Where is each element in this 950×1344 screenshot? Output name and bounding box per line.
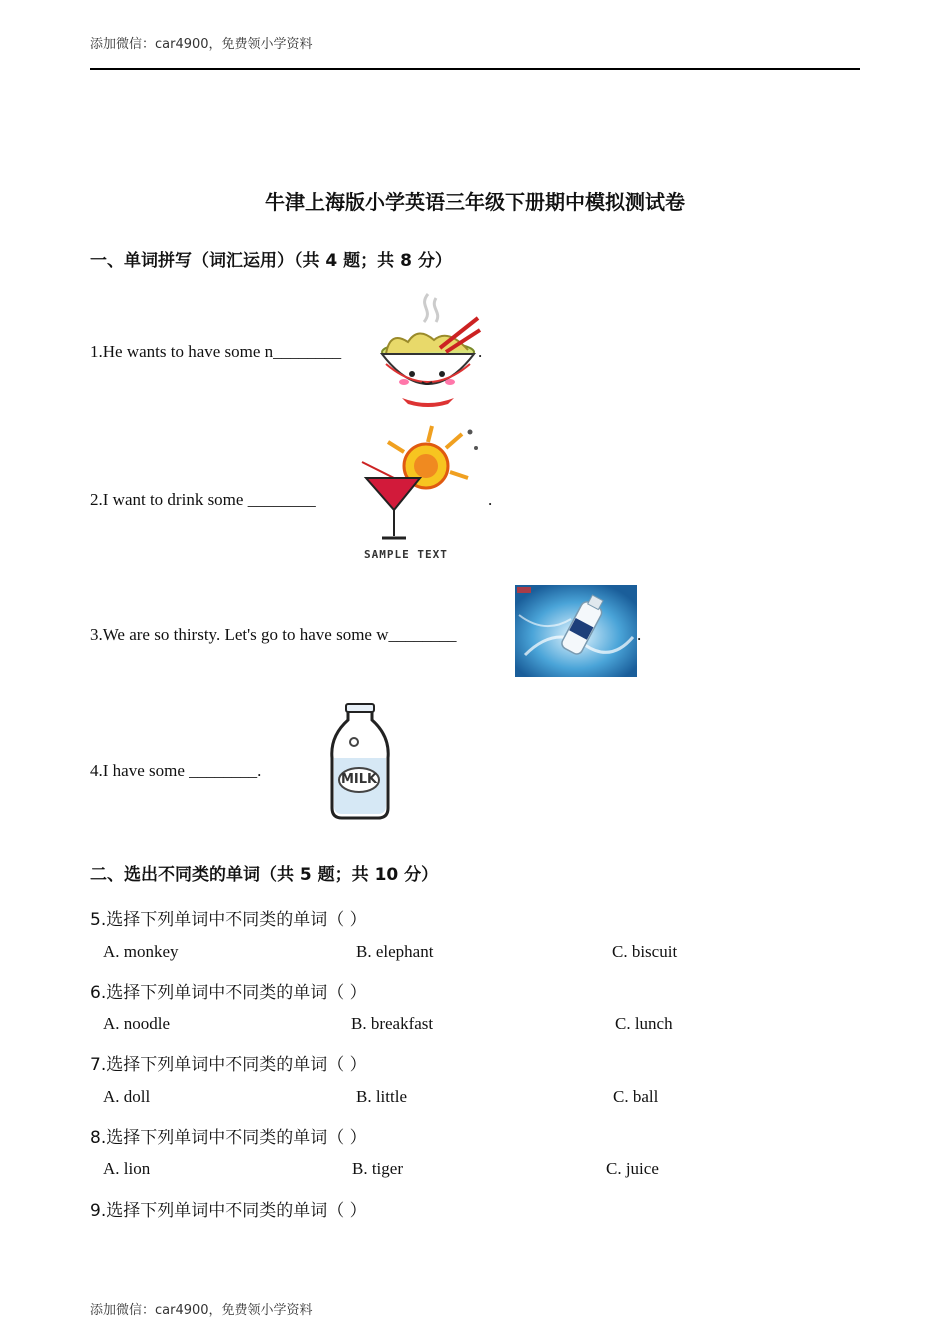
question-1-period: .	[478, 342, 483, 361]
question-2-period: .	[488, 490, 493, 509]
question-1-text: 1.He wants to have some n________	[90, 342, 342, 361]
sample-text-caption: SAMPLE TEXT	[364, 548, 448, 561]
question-4-text: 4.I have some ________.	[90, 761, 262, 780]
question-7-option-b[interactable]: B. little	[356, 1087, 407, 1106]
question-7-option-c[interactable]: C. ball	[613, 1087, 659, 1106]
section1-heading: 一、单词拼写（词汇运用）（共 4 题；共 8 分）	[90, 251, 452, 271]
question-8-option-c[interactable]: C. juice	[606, 1159, 659, 1178]
milk-label: MILK	[341, 772, 378, 787]
page-title: 牛津上海版小学英语三年级下册期中模拟测试卷	[265, 190, 685, 214]
juice-cocktail-icon	[358, 422, 484, 564]
question-6-prompt: 6.选择下列单词中不同类的单词（ ）	[90, 983, 367, 1003]
question-5-option-c[interactable]: C. biscuit	[612, 942, 678, 961]
page-header: 添加微信：car4900，免费领小学资料	[90, 37, 313, 52]
question-6-option-a[interactable]: A. noodle	[103, 1014, 171, 1033]
question-3-text: 3.We are so thirsty. Let's go to have some w________	[90, 625, 457, 644]
noodles-bowl-icon	[378, 290, 482, 410]
question-8-prompt: 8.选择下列单词中不同类的单词（ ）	[90, 1128, 367, 1148]
question-7-prompt: 7.选择下列单词中不同类的单词（ ）	[90, 1055, 367, 1075]
page-footer: 添加微信：car4900，免费领小学资料	[90, 1303, 313, 1318]
question-8-option-a[interactable]: A. lion	[103, 1159, 151, 1178]
header-divider	[90, 68, 860, 70]
question-5-option-b[interactable]: B. elephant	[356, 942, 434, 961]
water-bottle-icon	[515, 585, 637, 677]
question-6-option-b[interactable]: B. breakfast	[351, 1014, 434, 1033]
question-9-prompt: 9.选择下列单词中不同类的单词（ ）	[90, 1201, 367, 1221]
milk-bottle-icon	[326, 702, 396, 822]
question-2-text: 2.I want to drink some ________	[90, 490, 316, 509]
section2-heading: 二、选出不同类的单词（共 5 题；共 10 分）	[90, 865, 439, 885]
question-5-option-a[interactable]: A. monkey	[103, 942, 179, 961]
question-8-option-b[interactable]: B. tiger	[352, 1159, 403, 1178]
question-6-option-c[interactable]: C. lunch	[615, 1014, 673, 1033]
question-7-option-a[interactable]: A. doll	[103, 1087, 151, 1106]
question-5-prompt: 5.选择下列单词中不同类的单词（ ）	[90, 910, 367, 930]
question-3-period: .	[637, 625, 642, 644]
